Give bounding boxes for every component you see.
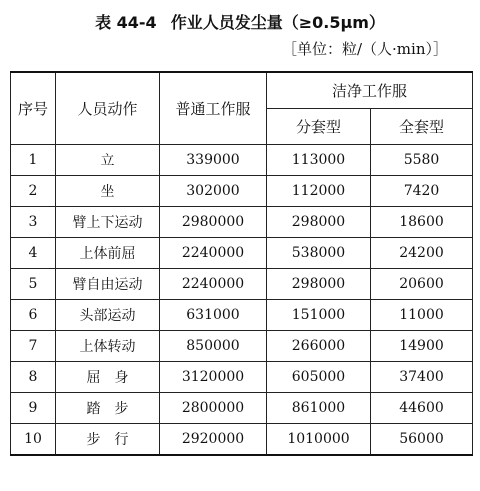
header-full: 全套型 bbox=[371, 109, 473, 145]
header-row-1 bbox=[11, 72, 473, 109]
table-row bbox=[11, 424, 473, 456]
regular-cell: 3120000 bbox=[160, 362, 267, 393]
header-clean: 洁净工作服 bbox=[267, 72, 473, 109]
full-cell: 44600 bbox=[371, 393, 473, 424]
header-split: 分套型 bbox=[267, 109, 371, 145]
action-cell: 步 行 bbox=[56, 424, 160, 456]
action-cell: 踏 步 bbox=[56, 393, 160, 424]
full-cell: 5580 bbox=[371, 145, 473, 176]
seq-cell: 3 bbox=[11, 207, 56, 238]
action-cell: 上体前屈 bbox=[56, 238, 160, 269]
full-cell: 7420 bbox=[371, 176, 473, 207]
seq-cell: 5 bbox=[11, 269, 56, 300]
full-cell: 18600 bbox=[371, 207, 473, 238]
seq-cell: 8 bbox=[11, 362, 56, 393]
split-cell: 298000 bbox=[267, 269, 371, 300]
table-row bbox=[11, 238, 473, 269]
seq-cell: 6 bbox=[11, 300, 56, 331]
action-cell: 臂上下运动 bbox=[56, 207, 160, 238]
split-cell: 113000 bbox=[267, 145, 371, 176]
header-action: 人员动作 bbox=[56, 72, 160, 145]
regular-cell: 339000 bbox=[160, 145, 267, 176]
full-cell: 20600 bbox=[371, 269, 473, 300]
action-cell: 屈 身 bbox=[56, 362, 160, 393]
table-row bbox=[11, 362, 473, 393]
regular-cell: 850000 bbox=[160, 331, 267, 362]
split-cell: 151000 bbox=[267, 300, 371, 331]
action-cell: 臂自由运动 bbox=[56, 269, 160, 300]
dust-emission-table bbox=[10, 71, 473, 456]
regular-cell: 2980000 bbox=[160, 207, 267, 238]
full-cell: 14900 bbox=[371, 331, 473, 362]
seq-cell: 7 bbox=[11, 331, 56, 362]
action-cell: 立 bbox=[56, 145, 160, 176]
regular-cell: 2920000 bbox=[160, 424, 267, 456]
regular-cell: 2240000 bbox=[160, 238, 267, 269]
header-seq: 序号 bbox=[11, 72, 56, 145]
full-cell: 56000 bbox=[371, 424, 473, 456]
split-cell: 861000 bbox=[267, 393, 371, 424]
action-cell: 坐 bbox=[56, 176, 160, 207]
table-row bbox=[11, 207, 473, 238]
full-cell: 24200 bbox=[371, 238, 473, 269]
table-number: 表 44-4 bbox=[95, 13, 157, 32]
full-cell: 11000 bbox=[371, 300, 473, 331]
seq-cell: 2 bbox=[11, 176, 56, 207]
split-cell: 266000 bbox=[267, 331, 371, 362]
table-row bbox=[11, 331, 473, 362]
table-row bbox=[11, 269, 473, 300]
table-row bbox=[11, 176, 473, 207]
action-cell: 头部运动 bbox=[56, 300, 160, 331]
header-regular: 普通工作服 bbox=[160, 72, 267, 145]
table-row bbox=[11, 300, 473, 331]
table-row bbox=[11, 393, 473, 424]
table-row bbox=[11, 145, 473, 176]
split-cell: 605000 bbox=[267, 362, 371, 393]
seq-cell: 10 bbox=[11, 424, 56, 456]
seq-cell: 1 bbox=[11, 145, 56, 176]
action-cell: 上体转动 bbox=[56, 331, 160, 362]
regular-cell: 631000 bbox=[160, 300, 267, 331]
split-cell: 1010000 bbox=[267, 424, 371, 456]
unit-label: ［单位：粒/（人·min）］ bbox=[281, 40, 448, 58]
split-cell: 298000 bbox=[267, 207, 371, 238]
split-cell: 112000 bbox=[267, 176, 371, 207]
regular-cell: 2800000 bbox=[160, 393, 267, 424]
full-cell: 37400 bbox=[371, 362, 473, 393]
table-title: 作业人员发尘量（≥0.5μm） bbox=[170, 13, 385, 32]
regular-cell: 2240000 bbox=[160, 269, 267, 300]
seq-cell: 4 bbox=[11, 238, 56, 269]
seq-cell: 9 bbox=[11, 393, 56, 424]
split-cell: 538000 bbox=[267, 238, 371, 269]
table-caption bbox=[0, 10, 480, 33]
regular-cell: 302000 bbox=[160, 176, 267, 207]
